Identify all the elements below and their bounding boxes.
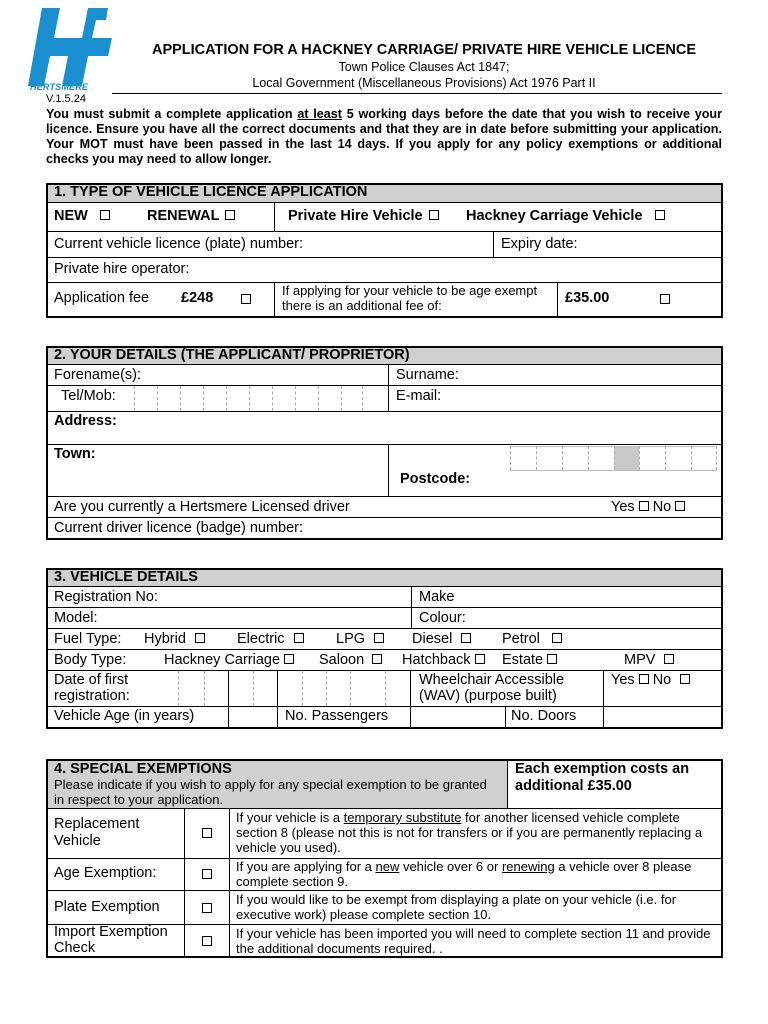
surname-label: Surname: [396, 367, 459, 383]
hackney-option[interactable]: Hackney Carriage Vehicle [466, 208, 665, 224]
exemption-label-plate: Plate Exemption [54, 899, 160, 915]
application-fee-label: Application fee [54, 290, 150, 306]
licensed-driver-question: Are you currently a Hertsmere Licensed driver [54, 499, 350, 515]
plate-number-label: Current vehicle licence (plate) number: [54, 236, 304, 252]
forenames-label: Forename(s): [54, 367, 142, 383]
hybrid-checkbox[interactable] [195, 633, 205, 643]
section-4-description: Please indicate if you wish to apply for any special exemption to be granted in respect to your application. [54, 777, 487, 807]
registration-label: Registration No: [54, 589, 158, 605]
section-4-title: 4. SPECIAL EXEMPTIONS [54, 761, 232, 777]
wav-options[interactable]: Yes No [611, 672, 690, 688]
age-exempt-checkbox[interactable] [660, 294, 670, 304]
fuel-option-petrol[interactable]: Petrol [502, 631, 562, 647]
section-3-title: 3. VEHICLE DETAILS [54, 569, 198, 585]
private-hire-checkbox[interactable] [429, 210, 439, 220]
body-option-saloon[interactable]: Saloon [319, 652, 382, 668]
electric-checkbox[interactable] [294, 633, 304, 643]
age-exempt-note: If applying for your vehicle to be age exempt there is an additional fee of: [282, 283, 538, 313]
private-hire-option[interactable]: Private Hire Vehicle [288, 208, 439, 224]
lpg-checkbox[interactable] [374, 633, 384, 643]
logo-wordmark: HERTSMERE [30, 82, 89, 92]
exemption-label-replacement: Replacement Vehicle [54, 816, 140, 849]
age-exempt-fee: £35.00 [565, 290, 610, 306]
badge-number-label: Current driver licence (badge) number: [54, 520, 304, 536]
form-title: APPLICATION FOR A HACKNEY CARRIAGE/ PRIVATE HIRE VEHICLE LICENCE [151, 42, 697, 58]
form-subtitle-2: Local Government (Miscellaneous Provisions) Act 1976 Part II [252, 76, 596, 90]
postcode-label: Postcode: [400, 471, 471, 487]
operator-label: Private hire operator: [54, 261, 190, 277]
first-registration-label-2: registration: [54, 688, 130, 704]
first-registration-label-1: Date of first [54, 672, 129, 688]
exemption-cost-1: Each exemption costs an [515, 761, 690, 777]
plate-exemption-checkbox[interactable] [202, 903, 212, 913]
passengers-label: No. Passengers [285, 708, 389, 724]
renewal-option[interactable]: RENEWAL [147, 208, 235, 224]
section-1-title: 1. TYPE OF VEHICLE LICENCE APPLICATION [54, 184, 368, 200]
new-option[interactable]: NEW [54, 208, 110, 224]
doors-label: No. Doors [511, 708, 577, 724]
exemption-desc-replacement: If your vehicle is a temporary substitute for another licensed vehicle complete section 8 (please not this is not for transfers or if you are permanently replacing a vehicle you used). [236, 810, 703, 855]
replacement-checkbox[interactable] [202, 828, 212, 838]
exemption-cost-2: additional £35.00 [515, 778, 632, 794]
tel-label: Tel/Mob: [61, 388, 116, 404]
body-type-label: Body Type: [54, 652, 127, 668]
form-subtitle-1: Town Police Clauses Act 1847; [338, 60, 510, 74]
expiry-date-label: Expiry date: [501, 236, 578, 252]
fuel-option-diesel[interactable]: Diesel [412, 631, 471, 647]
body-option-hatchback[interactable]: Hatchback [402, 652, 485, 668]
licensed-yes-checkbox[interactable] [639, 501, 649, 511]
fuel-option-lpg[interactable]: LPG [336, 631, 384, 647]
wav-label-1: Wheelchair Accessible [419, 672, 565, 688]
renewal-checkbox[interactable] [225, 210, 235, 220]
body-mpv-checkbox[interactable] [664, 654, 674, 664]
fuel-option-electric[interactable]: Electric [237, 631, 304, 647]
email-label: E-mail: [396, 388, 442, 404]
wav-no-checkbox[interactable] [680, 674, 690, 684]
exemption-desc-import: If your vehicle has been imported you will need to complete section 11 and provide the additional documents required. . [236, 926, 711, 956]
exemption-desc-age: If you are applying for a new vehicle over 6 or renewing a vehicle over 8 please complete section 9. [236, 859, 692, 889]
exemption-label-age: Age Exemption: [54, 865, 157, 881]
hackney-checkbox[interactable] [655, 210, 665, 220]
make-label: Make [419, 589, 455, 605]
body-option-hackney[interactable]: Hackney Carriage [164, 652, 294, 668]
fuel-option-hybrid[interactable]: Hybrid [144, 631, 205, 647]
body-hackney-checkbox[interactable] [284, 654, 294, 664]
exemption-desc-plate: If you would like to be exempt from displaying a plate on your vehicle (i.e. for executive work) please complete section 10. [236, 892, 677, 922]
fuel-type-label: Fuel Type: [54, 631, 122, 647]
body-hatchback-checkbox[interactable] [475, 654, 485, 664]
town-label: Town: [54, 446, 96, 462]
wav-label-2: (WAV) (purpose built) [419, 688, 557, 704]
licensed-driver-options[interactable]: Yes No [611, 499, 685, 515]
model-label: Model: [54, 610, 98, 626]
vehicle-age-label: Vehicle Age (in years) [54, 708, 195, 724]
diesel-checkbox[interactable] [461, 633, 471, 643]
body-option-mpv[interactable]: MPV [624, 652, 674, 668]
petrol-checkbox[interactable] [552, 633, 562, 643]
intro-paragraph: You must submit a complete application at least 5 working days before the date that you wish to receive your licence. Ensure you have all the correct documents and that they are in date before submitting your application. Your MOT must have been passed in the last 14 days. If you apply for any policy exemptions or additional checks you may need to allow longer. [46, 107, 723, 166]
body-saloon-checkbox[interactable] [372, 654, 382, 664]
application-fee-checkbox[interactable] [241, 294, 251, 304]
header-rule [112, 93, 722, 94]
wav-yes-checkbox[interactable] [639, 674, 649, 684]
age-exemption-checkbox[interactable] [202, 869, 212, 879]
body-estate-checkbox[interactable] [547, 654, 557, 664]
address-label: Address: [54, 413, 117, 429]
licensed-no-checkbox[interactable] [675, 501, 685, 511]
version-label: V.1.5.24 [46, 93, 86, 105]
exemption-label-import: Import Exemption Check [54, 924, 168, 956]
colour-label: Colour: [419, 610, 466, 626]
body-option-estate[interactable]: Estate [502, 652, 557, 668]
application-fee-amount: £248 [181, 290, 214, 306]
import-exemption-checkbox[interactable] [202, 936, 212, 946]
new-checkbox[interactable] [100, 210, 110, 220]
section-2-title: 2. YOUR DETAILS (THE APPLICANT/ PROPRIETOR) [54, 347, 410, 363]
